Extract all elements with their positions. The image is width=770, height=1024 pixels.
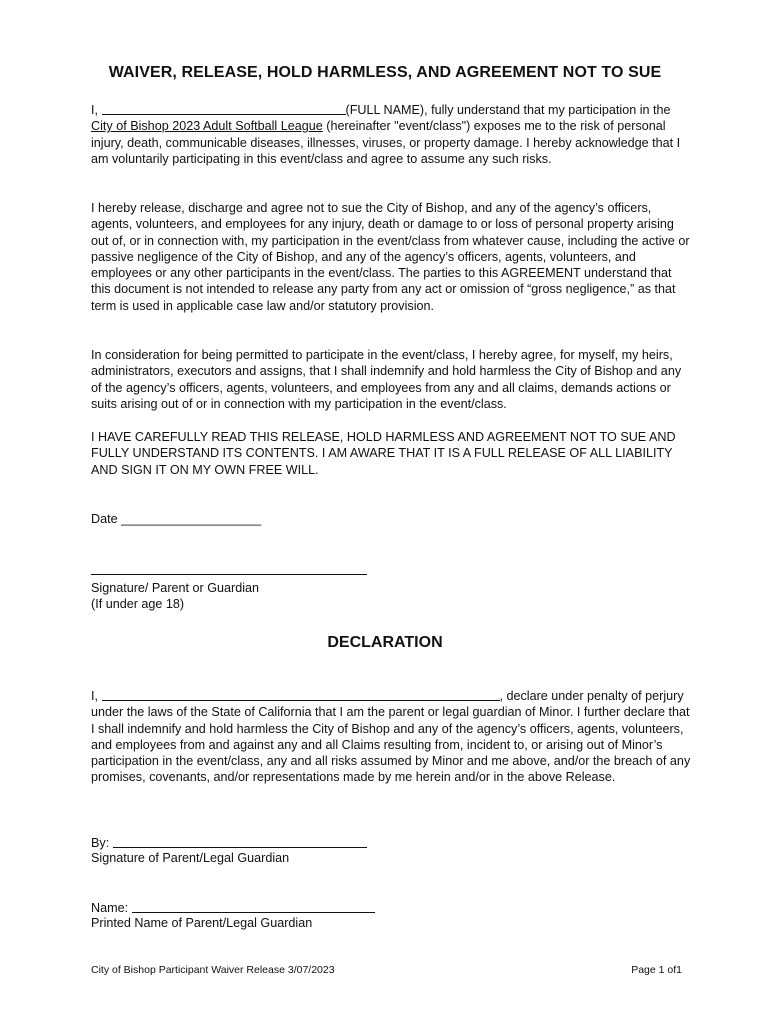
name-field [91,899,375,915]
p1-after-blank: (FULL NAME), fully understand that my participation in the [345,103,671,117]
by-caption: Signature of Parent/Legal Guardian [91,851,290,865]
declarant-name-blank[interactable] [102,688,500,701]
name-caption: Printed Name of Parent/Legal Guardian [91,916,313,930]
printed-name-blank[interactable] [132,900,375,913]
document-title: WAIVER, RELEASE, HOLD HARMLESS, AND AGREEMENT NOT TO SUE [108,64,662,81]
footer-page-number: Page 1 of1 [631,964,682,976]
p1-lead: I, [91,103,102,117]
date-field[interactable]: Date ____________________ [91,512,262,526]
p1-rest: (hereinafter "event/class") exposes me to the risk of personal injury, death, communicable diseases, illnesses, viruses, or property damage. I hereby acknowledge that I am voluntarily participating in this event/class and agree to assume any such risks. [91,119,681,166]
event-name: City of Bishop 2023 Adult Softball League [91,119,323,134]
paragraph-release: I hereby release, discharge and agree not to sue the City of Bishop, and any of the agency’s officers, agents, volunteers, and employees for any injury, death or damage to or loss of personal property arising out of, or in connection with, my participation in the event/class from whatever cause, including the active or passive negligence of the City of Bishop, and any of the agency’s officers, agents, volunteers, and employees or any other participants in the event/class. The parties to this AGREEMENT understand that this document is not intended to release any party from any act or omission of “gross negligence,” as that term is used in applicable case law and/or statutory provision. [91,201,690,313]
decl-rest: , declare under penalty of perjury under the laws of the State of California that I am the parent or legal guardian of Minor. I further declare that I shall indemnify and hold harmless the City of Bishop and any of the agency’s officers, agents, volunteers, and employees from and against any and all Claims resulting from, incident to, or arising out of Minor’s participation in the event/class, any and all risks assumed by Minor and me above, and/or the breach of any promises, covenants, and/or representations made by me herein and/or in the above Release. [91,689,691,785]
by-signature-blank[interactable] [113,835,367,848]
footer-document-info: City of Bishop Participant Waiver Release 3/07/2023 [91,964,335,976]
paragraph-acknowledgement: I HAVE CAREFULLY READ THIS RELEASE, HOLD HARMLESS AND AGREEMENT NOT TO SUE AND FULLY UNDERSTAND ITS CONTENTS. I AM AWARE THAT IT IS A FULL RELEASE OF ALL LIABILITY AND SIGN IT ON MY OWN FREE WILL. [91,430,676,477]
by-label: By: [91,836,110,850]
decl-lead: I, [91,689,102,703]
declaration-title: DECLARATION [327,634,443,651]
signature-note: (If under age 18) [91,597,185,611]
signature-line[interactable] [91,574,367,575]
paragraph-participation [91,101,691,167]
paragraph-declaration [91,687,691,786]
paragraph-indemnify: In consideration for being permitted to participate in the event/class, I hereby agree, for myself, my heirs, administrators, executors and assigns, that I shall indemnify and hold harmless the City of Bishop and any of the agency’s officers, agents, volunteers, and employees from any and all claims, demands actions or suits arising out of or in connection with my participation in the event/class. [91,348,682,411]
by-field [91,834,367,850]
signature-label: Signature/ Parent or Guardian [91,581,260,595]
full-name-blank[interactable] [102,102,346,115]
name-label: Name: [91,901,129,915]
